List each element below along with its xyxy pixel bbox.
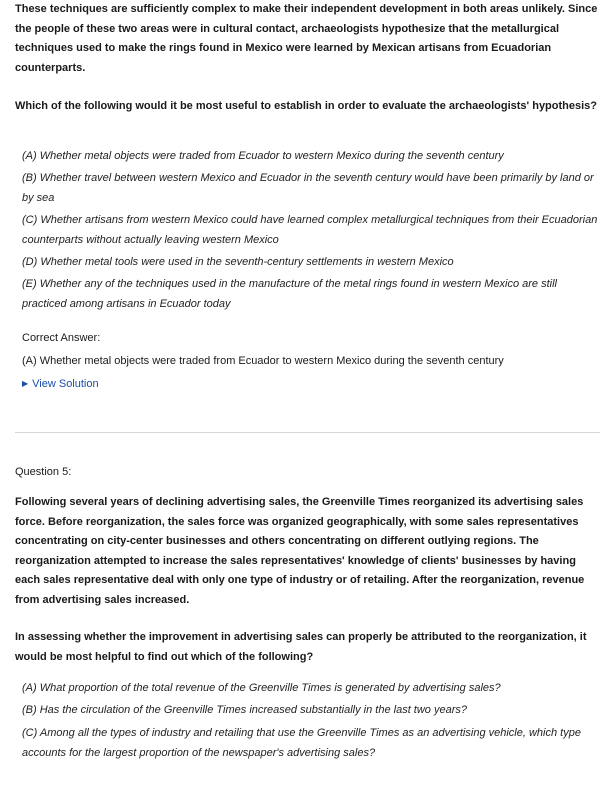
correct-answer-text: (A) Whether metal objects were traded from Ecuador to western Mexico during the seventh century [22, 355, 504, 367]
question-4-passage-end: These techniques are sufficiently complex to make their independent development in both areas unlikely. Since the people of these two areas were in cultural contact, archaeologists hypothesize that the metallurgical techniques used to make the rings found in Mexico were learned by Mexican artisans from Ecuadorian counterparts. [15, 3, 598, 74]
question-4-option-c: (C) Whether artisans from western Mexico could have learned complex metallurgical techniques from their Ecuadorian counterparts without actually leaving western Mexico [22, 214, 598, 246]
question-4-option-b: (B) Whether travel between western Mexico and Ecuador in the seventh century would have been primarily by land or by sea [22, 172, 594, 204]
question-5-stem: In assessing whether the improvement in advertising sales can properly be attributed to the reorganization, it would be most helpful to find out which of the following? [15, 631, 587, 663]
view-solution-link[interactable] [22, 375, 99, 395]
correct-answer-label: Correct Answer: [22, 332, 101, 344]
question-4-option-a: (A) Whether metal objects were traded from Ecuador to western Mexico during the seventh century [22, 150, 504, 162]
question-5-passage: Following several years of declining advertising sales, the Greenville Times reorganized its advertising sales force. Before reorganization, the sales force was organized geographically, with some sales representatives concentrating on city-center businesses and others concentrating on different outlying regions. The reorganization attempted to increase the sales representatives' knowledge of clients' businesses by having each sales representative deal with only one type of industry or of retailing. After the reorganization, revenue from advertising sales increased. [15, 496, 585, 606]
question-5-option-c: (C) Among all the types of industry and retailing that use the Greenville Times as an advertising vehicle, which type accounts for the largest proportion of the newspaper's advertising sales? [22, 727, 581, 759]
triangle-right-icon: ▶ [22, 379, 29, 388]
question-4-option-e: (E) Whether any of the techniques used in the manufacture of the metal rings found in western Mexico are still practiced among artisans in Ecuador today [22, 278, 557, 310]
view-solution-label: View Solution [32, 378, 99, 390]
question-5-heading: Question 5: [15, 466, 72, 478]
question-4-option-d: (D) Whether metal tools were used in the seventh-century settlements in western Mexico [22, 256, 454, 268]
question-4-stem: Which of the following would it be most useful to establish in order to evaluate the archaeologists' hypothesis? [15, 100, 598, 112]
section-divider [15, 432, 600, 433]
question-5-option-b: (B) Has the circulation of the Greenville Times increased substantially in the last two years? [22, 704, 467, 716]
question-5-option-a: (A) What proportion of the total revenue of the Greenville Times is generated by advertising sales? [22, 682, 501, 694]
